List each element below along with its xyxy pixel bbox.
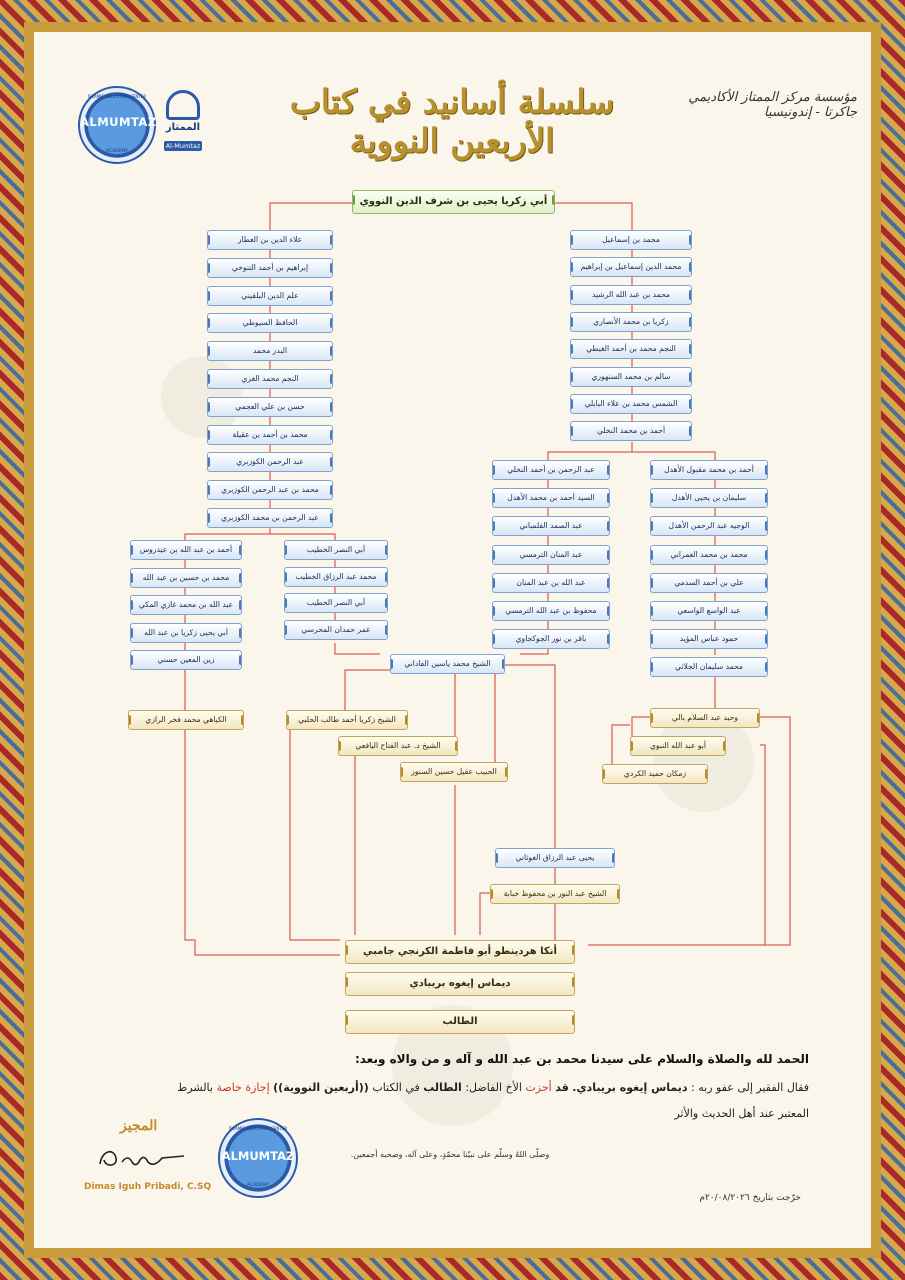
issue-date: خرّجت بتاريخ ٢٠/٠٨/٢٠٢٦م [699,1193,801,1203]
node-fattah: الشيخ د. عبد الفتاح اليافعي [338,736,458,756]
mosque-logo-latin: Al-Mumtaz [165,142,201,150]
tree-node-right-chain: محمد بن إسماعيل [570,230,692,250]
signer-name: Dimas Iguh Pribadi, C.SQ [84,1182,212,1192]
tree-node-left-chain: الحافظ السيوطي [207,313,333,333]
para-condition: بالشرط [177,1081,213,1094]
para-brother: الأخ الفاضل: [465,1081,522,1094]
tree-node-col-c: باقر بن نور الجوكجاوي [492,629,610,649]
para-special: إجازة خاصة [216,1081,270,1094]
para-in-book: في الكتاب [372,1081,420,1094]
signature-icon [92,1142,192,1172]
node-yasin: الشيخ محمد ياسين الفاداني [390,654,505,674]
tree-node-left-chain: عبد الرحمن بن محمد الكوزبري [207,508,333,528]
tree-node-col-a: أبي يحيى زكريا بن عبد الله [130,623,242,643]
tree-node-col-c: عبد الرحمن بن أحمد النخلي [492,460,610,480]
node-final-student-name: ديماس إيغوه بريبادي [345,972,575,996]
node-zamakan: زمكان حميد الكردي [602,764,708,784]
institution-line2: جاكرتا - إندونيسيا [764,105,857,120]
tree-node-col-c: عبد المنان الترمسي [492,545,610,565]
tree-node-right-chain: زكريا بن محمد الأنصاري [570,312,692,332]
tree-node-col-b: محمد عبد الرزاق الخطيب [284,567,388,587]
tree-node-left-chain: علم الدين البلقيني [207,286,333,306]
node-abdunnur: الشيخ عبد النور بن محفوظ خبابة [490,884,620,904]
tree-node-col-d: أحمد بن محمد مقبول الأهدل [650,460,768,480]
mujiz-label: المجيز [120,1118,158,1134]
logo-top-text: ISLAMIC EDUCATION CENTER [87,94,147,99]
tree-node-col-d: محمد بن محمد العمراني [650,545,768,565]
tree-node-col-c: عبد الصمد الفلمباني [492,516,610,536]
almumtaz-seal [218,1118,298,1198]
para-condition-end: المعتبر عند أهل الحديث والأثر [674,1107,809,1120]
seal-top-text: ISLAMIC EDUCATION CENTER [228,1126,288,1131]
page-title: سلسلة أسانيد في كتاب الأربعين النووية [289,82,615,160]
praise-line: الحمد لله والصلاة والسلام على سيدنا محمد بن عبد الله و آله و من والاه وبعد: [354,1052,809,1066]
node-final-teacher: أنكا هردينطو أبو فاطمة الكرنجي جامبي [345,940,575,964]
tree-node-col-b: أبي النصر الخطيب [284,593,388,613]
tree-node-col-d: حمود عباس المؤيد [650,629,768,649]
tree-node-left-chain: البدر محمد [207,341,333,361]
tree-node-col-d: محمد سليمان الجلائي [650,657,768,677]
tree-node-left-chain: محمد بن عبد الرحمن الكوزبري [207,480,333,500]
para-book: ((أربعين النووية)) [273,1081,369,1094]
tree-node-right-chain: سالم بن محمد السنهوري [570,367,692,387]
tree-node-col-b: أبي النصر الخطيب [284,540,388,560]
mosque-dome-icon [166,90,200,120]
tree-node-col-c: عبد الله بن عبد المنان [492,573,610,593]
seal-name: ALMUMTAZ [221,1149,295,1163]
node-zakariya: الشيخ زكريا أحمد طالب الحلبي [286,710,408,730]
logo-bottom-text: ACADEMY [105,149,129,154]
tree-node-col-d: سليمان بن يحيى الأهدل [650,488,768,508]
ijazah-paragraph [109,1075,809,1127]
tree-node-col-c: السيد أحمد بن محمد الأهدل [492,488,610,508]
tree-node-col-a: محمد بن حسين بن عبد الله [130,568,242,588]
para-intro: فقال الفقير إلى عفو ربه : [691,1081,809,1094]
tree-node-col-b: عمر حمدان المحرسي [284,620,388,640]
institution-name [688,90,857,120]
para-qad: قد [555,1081,569,1094]
para-student: الطالب [423,1081,462,1094]
node-yahya: يحيى عبد الرزاق الغوثاني [495,848,615,868]
tree-root: أبي زكريا يحيى بن شرف الدين النووي [352,190,555,214]
seal-bottom-text: ACADEMY [246,1183,270,1188]
para-ajaztu: أجزت [525,1081,552,1094]
tree-node-right-chain: محمد بن عبد الله الرشيد [570,285,692,305]
tree-node-left-chain: حسن بن علي العجمي [207,397,333,417]
tree-node-col-a: عبد الله بن محمد غازي المكي [130,595,242,615]
tree-node-col-d: عبد الواسع الواسعي [650,601,768,621]
node-habib: الحبيب عقيل حسين السنور [400,762,508,782]
tree-node-col-c: محفوظ بن عبد الله الترمسي [492,601,610,621]
tree-node-col-d: علي بن أحمد السدمي [650,573,768,593]
tree-node-left-chain: إبراهيم بن أحمد التنوخي [207,258,333,278]
tree-node-left-chain: علاء الدين بن العطار [207,230,333,250]
tree-node-right-chain: النجم محمد بن أحمد الغيطي [570,339,692,359]
tree-node-right-chain: أحمد بن محمد النخلي [570,421,692,441]
tree-node-col-a: زين المعين حسني [130,650,242,670]
tree-node-right-chain: محمد الدين إسماعيل بن إبراهيم [570,257,692,277]
institution-line1: مؤسسة مركز الممتاز الأكاديمي [688,90,857,105]
logo-name: ALMUMTAZ [80,115,157,129]
tree-node-left-chain: عبد الرحمن الكوزبري [207,452,333,472]
closing-prayer: وصلّى اللهُ وسلّم على نبيّنا محمّدٍ، وعلى آله، وصحبه أجمعين. [350,1150,550,1159]
tree-node-col-d: الوجيه عبد الرحمن الأهدل [650,516,768,536]
tree-node-left-chain: النجم محمد الغزي [207,369,333,389]
node-wahid: وحيد عبد السلام بالي [650,708,760,728]
mosque-logo [160,90,206,148]
para-grantor: ديماس إيغوه بريبادي. [572,1081,688,1094]
mosque-logo-arabic: الممتاز [165,122,201,133]
tree-node-left-chain: محمد بن أحمد بن عقيلة [207,425,333,445]
node-kiyai: الكياهي محمد فخر الرازي [128,710,244,730]
node-abu-abdullah: أبو عبد الله النبوي [630,736,726,756]
node-final-student: الطالب [345,1010,575,1034]
almumtaz-logo [78,86,156,164]
tree-node-right-chain: الشمس محمد بن علاء البابلي [570,394,692,414]
tree-node-col-a: أحمد بن عبد الله بن عيدروس [130,540,242,560]
